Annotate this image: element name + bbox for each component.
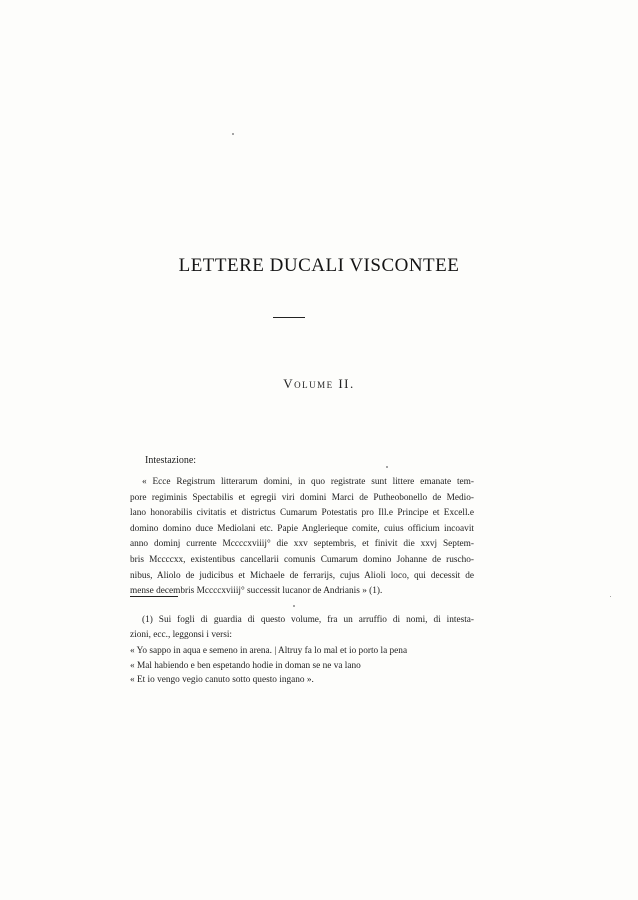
verse-block — [130, 644, 490, 688]
verse-line: « Mal habiendo e ben espetando hodie in doman se ne va lano — [130, 660, 361, 671]
body-line: bris Mccccxx, existentibus cancellarii comunis Cumarum domino Johanne de ruscho- — [130, 554, 474, 565]
volume-label: Volume II. — [283, 376, 355, 391]
print-speck — [610, 596, 611, 597]
body-line: « Ecce Registrum litterarum domini, in quo registrate sunt littere emanate tem- — [142, 477, 474, 487]
page-title: LETTERE DUCALI VISCONTEE — [178, 255, 460, 276]
verse-line: « Yo sappo in aqua e semeno in arena. | Altruy fa lo mal et io porto la pena — [130, 646, 408, 656]
body-paragraph — [130, 475, 474, 600]
footnote-divider — [130, 596, 178, 597]
print-speck — [232, 133, 234, 135]
footnote-line: zioni, ecc., leggonsi i versi: — [130, 630, 232, 640]
body-line: lano honorabilis civitatis et districtus Cumarum Potestatis pro Ill.e Principe et Excell.e — [130, 508, 474, 519]
body-line: nibus, Aliolo de judicibus et Michaele de ferrarijs, cujus Alioli loco, qui decessit de — [130, 570, 474, 581]
verse-line: « Et io vengo vegio canuto sotto questo ingano ». — [130, 675, 314, 685]
footnote — [130, 613, 474, 643]
body-line: pore regiminis Spectabilis et egregii viri domini Marci de Putheobonello de Medio- — [130, 492, 474, 503]
body-line: mense decembris Mccccxviiij° successit lucanor de Andrianis » (1). — [130, 586, 383, 597]
footnote-line: (1) Sui fogli di guardia di questo volume, fra un arruffio di nomi, di intesta- — [142, 615, 474, 625]
title-divider — [273, 317, 305, 318]
body-line: anno dominj currente Mccccxviiij° die xxv septembris, et finivit die xxvj Septem- — [130, 539, 474, 550]
section-heading: Intestazione: — [145, 455, 197, 466]
print-speck — [293, 605, 295, 607]
body-line: domino domino duce Mediolani etc. Papie Anglerieque comite, cuius officium incoavit — [130, 523, 474, 534]
print-speck — [386, 466, 388, 468]
